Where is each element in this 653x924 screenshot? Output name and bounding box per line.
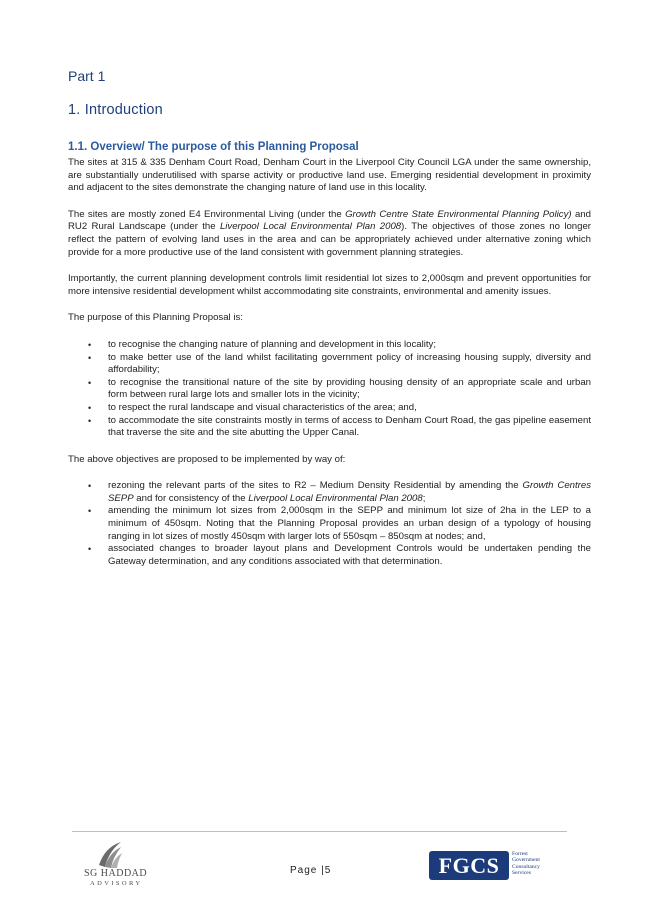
subsection-heading: 1.1. Overview/ The purpose of this Planning Proposal [68, 141, 359, 153]
list-item: • to respect the rural landscape and visual characteristics of the area; and, [108, 402, 591, 415]
item1-text-a: rezoning the relevant parts of the sites to R2 – Medium Density Residential by amending the [108, 480, 523, 492]
fgcs-line: Forrest [512, 851, 528, 857]
paragraph-sites: The sites at 315 & 335 Denham Court Road, Denham Court in the Liverpool City Council LGA under the same ownership, are substantially underutilised with sparse activity or productive land use. Emerging residential development in proximity and adjacent to the sites demonstrate the changing nature of land use in this locality. [68, 157, 591, 194]
implementation-list [68, 480, 591, 568]
fgcs-line: Government [512, 857, 540, 864]
paragraph-controls: Importantly, the current planning development controls limit residential lot sizes to 2,000sqm and prevent opportunities for more intensive residential development whilst accommodating site constraints, environmental and amenity issues. [68, 273, 591, 297]
list-item: • to accommodate the site constraints mostly in terms of access to Denham Court Road, the gas pipeline easement that traverse the site and the site abutting the Upper Canal. [108, 415, 591, 440]
zoning-lep-ref: Liverpool Local Environmental Plan 2008 [219, 221, 402, 233]
fgcs-wordmark: FGCS [438, 852, 500, 878]
footer-divider [72, 831, 567, 832]
part-heading: Part 1 [68, 68, 106, 84]
zoning-text-e: ). The objectives of those zones no longer reflect the pattern of evolving land uses in the area and can be appropriately achieved under alternative zoning which provide for a more productive use of the land consistent with government planning strategies. [68, 221, 591, 258]
list-item: • to recognise the transitional nature of the site by providing housing density of an appropriate scale and urban form between rural large lots and smaller lots in the vicinity; [108, 377, 591, 402]
fgcs-line: Consultancy [512, 863, 540, 870]
fgcs-line: Services [512, 870, 531, 877]
list-item: • amending the minimum lot sizes from 2,000sqm in the SEPP and minimum lot size of 2ha in the LEP to a minimum of 450sqm. Noting that the Planning Proposal provides an urban design of a typology of housing ranging in lot sizes of mostly 450sqm with larger lots of 550sqm – 850sqm at nodes; and, [108, 505, 591, 543]
sg-haddad-subtitle: ADVISORY [90, 880, 143, 887]
list-item [108, 480, 591, 505]
list-item: • to make better use of the land whilst facilitating government policy of increasing housing supply, diversity and affordability; [108, 352, 591, 377]
zoning-text-a: The sites are mostly zoned E4 Environmental Living (under the [68, 208, 346, 220]
zoning-sepp-ref: Growth Centre State Environmental Planning Policy) [345, 208, 572, 220]
item1-sepp-ref: Growth Centres SEPP [108, 480, 591, 504]
purpose-list [68, 339, 591, 440]
item1-text-e: ; [422, 492, 426, 504]
zoning-text-c: and RU2 Rural Landscape (under the [68, 208, 591, 233]
paragraph-zoning [68, 209, 591, 259]
item1-text-c: and for consistency of the [133, 492, 249, 504]
item1-lep-ref: Liverpool Local Environmental Plan 2008 [248, 492, 423, 504]
section-heading: 1. Introduction [68, 102, 163, 118]
fgcs-full-name [512, 851, 540, 877]
body-text [68, 157, 591, 582]
list-item: • associated changes to broader layout plans and Development Controls would be undertaken pending the Gateway determination, and any conditions associated with that determination. [108, 543, 591, 568]
page-number: Page |5 [290, 865, 332, 876]
paragraph-purpose-intro: The purpose of this Planning Proposal is: [68, 312, 243, 324]
paragraph-implementation-intro: The above objectives are proposed to be implemented by way of: [68, 453, 346, 465]
sg-haddad-name: SG HADDAD [84, 868, 148, 879]
list-item: • to recognise the changing nature of planning and development in this locality; [108, 339, 591, 352]
fgcs-logo [429, 851, 509, 880]
